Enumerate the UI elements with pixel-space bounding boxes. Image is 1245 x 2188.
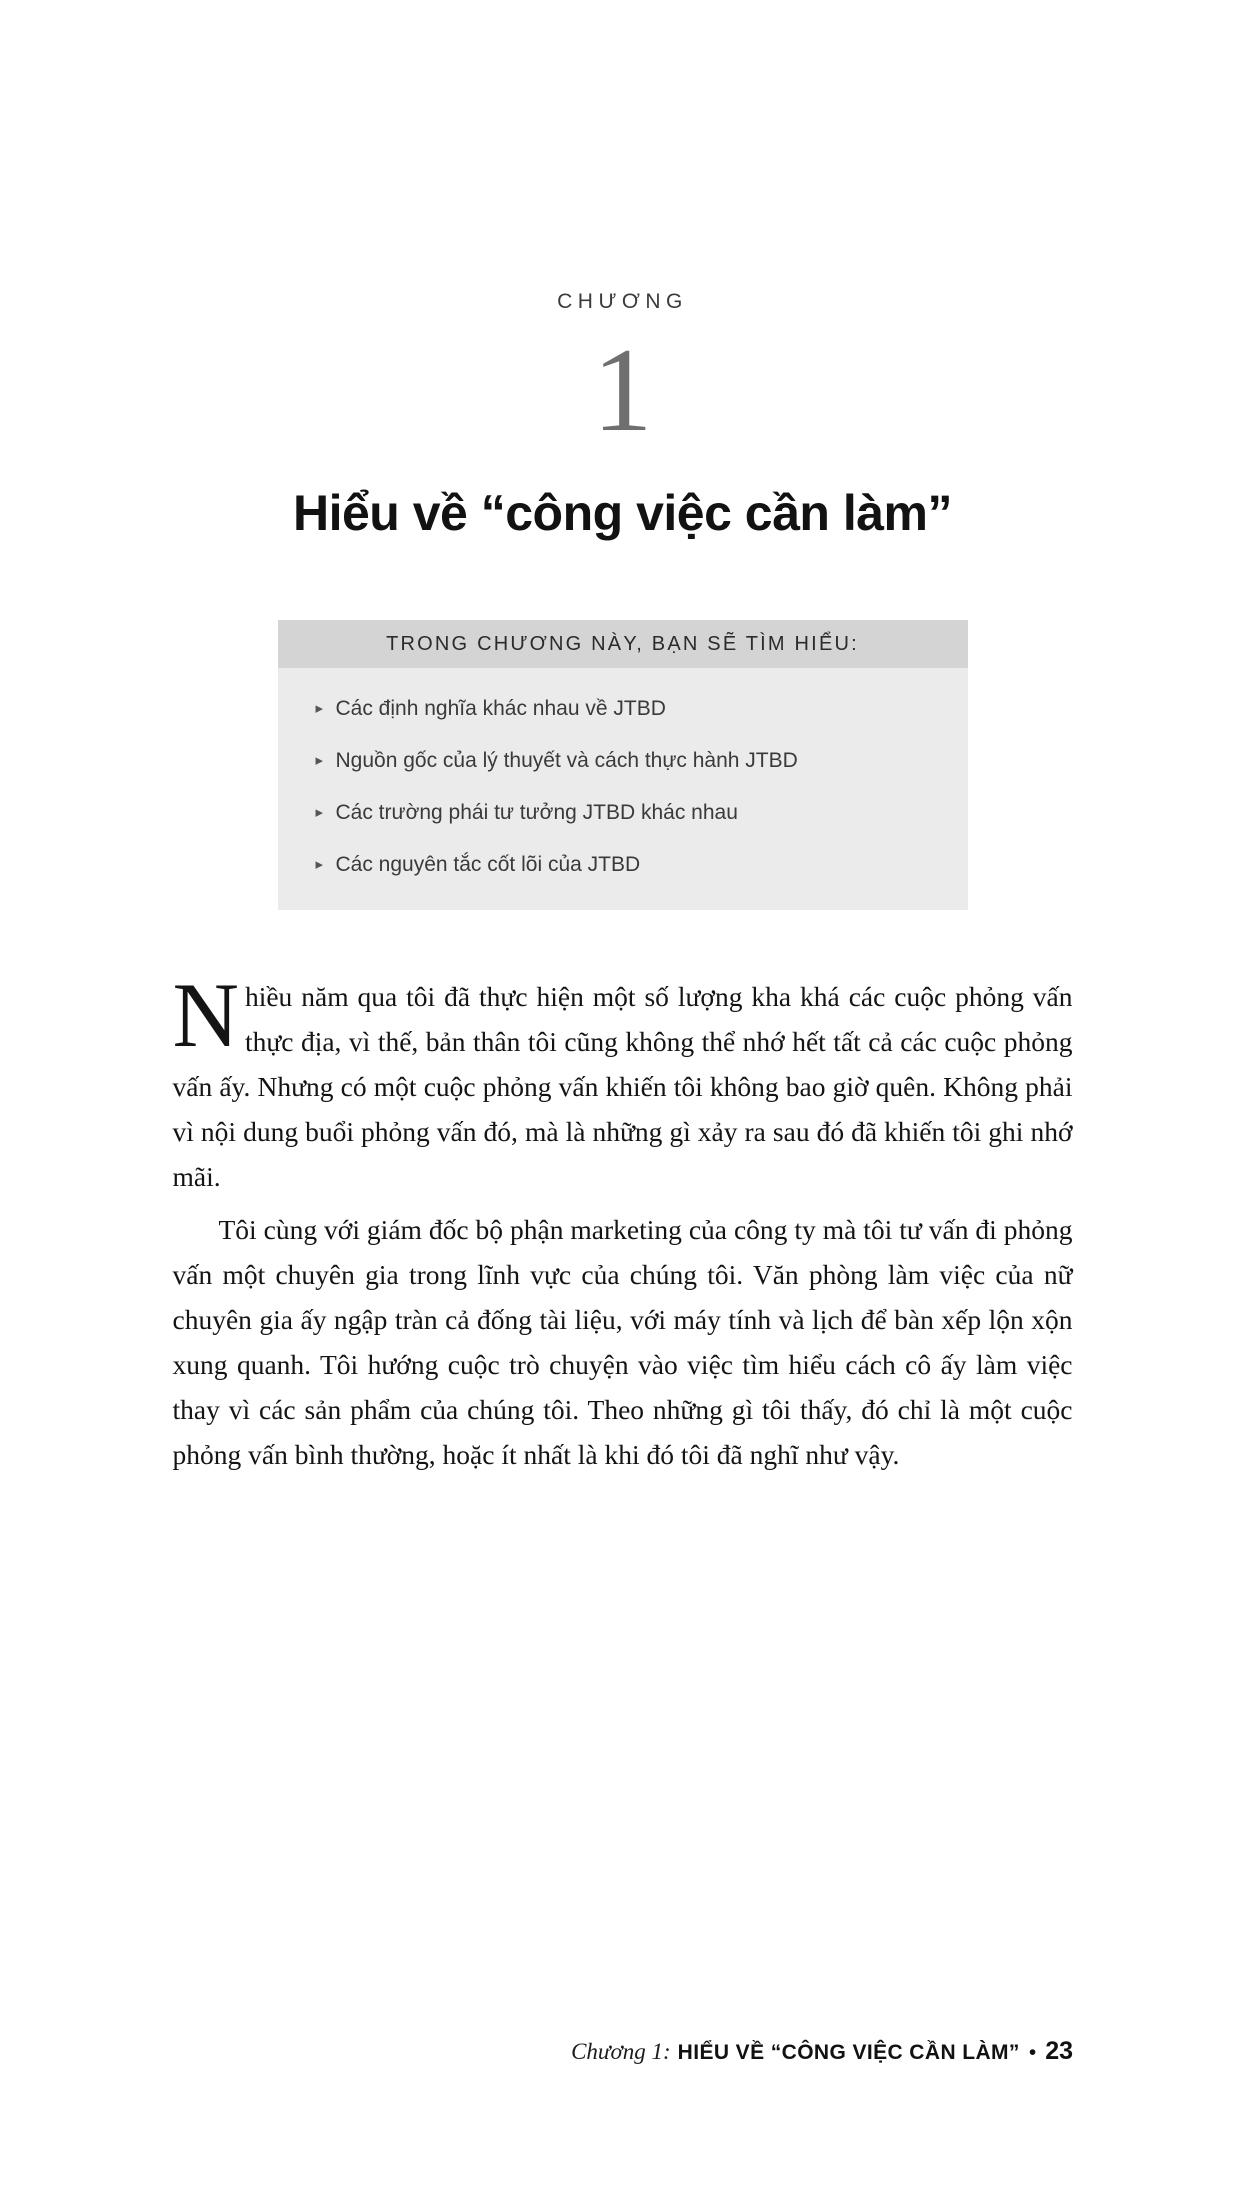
drop-cap: N (172, 964, 239, 1066)
list-item-label: Các trường phái tư tưởng JTBD khác nhau (335, 801, 738, 824)
paragraph-1 (172, 964, 1073, 1199)
page-title: Hiểu về “công việc cần làm” (293, 485, 952, 541)
chapter-eyebrow: CHƯƠNG (557, 290, 688, 313)
footer-chapter-title: HIỂU VỀ “CÔNG VIỆC CẦN LÀM” (677, 2041, 1020, 2064)
list-item-label: Các nguyên tắc cốt lõi của JTBD (335, 853, 641, 876)
paragraph-1-text: hiều năm qua tôi đã thực hiện một số lượng kha khá các cuộc phỏng vấn thực địa, vì thế, bản thân tôi cũng không thể nhớ hết tất cả các cuộc phỏng vấn ấy. Nhưng có một cuộc phỏng vấn khiến tôi không bao giờ quên. Không phải vì nội dung buổi phỏng vấn đó, mà là những gì xảy ra sau đó đã khiến tôi ghi nhớ mãi. (172, 981, 1073, 1192)
page-number: 23 (1045, 2037, 1073, 2065)
bullet-arrow-icon: ▸ (315, 753, 324, 769)
bullet-arrow-icon: ▸ (315, 857, 324, 873)
callout-header-label: TRONG CHƯƠNG NÀY, BẠN SẼ TÌM HIỂU: (386, 632, 859, 655)
list-item-label: Nguồn gốc của lý thuyết và cách thực hành JTBD (335, 749, 798, 772)
footer-inner (571, 2037, 1073, 2066)
footer-chapter-label: Chương 1: (571, 2039, 671, 2064)
bullet-arrow-icon: ▸ (315, 805, 324, 821)
list-item (278, 746, 968, 776)
list-item-label: Các định nghĩa khác nhau về JTBD (335, 697, 666, 720)
list-item (278, 694, 968, 724)
document-page (0, 290, 1245, 2188)
callout-list (278, 668, 968, 910)
list-item (278, 798, 968, 828)
chapter-overview-callout (278, 620, 968, 910)
callout-header (278, 620, 968, 668)
chapter-number: 1 (592, 323, 653, 456)
footer-separator: • (1028, 2041, 1037, 2064)
bullet-arrow-icon: ▸ (315, 701, 324, 717)
paragraph-2: Tôi cùng với giám đốc bộ phận marketing của công ty mà tôi tư vấn đi phỏng vấn một chuyên gia trong lĩnh vực của chúng tôi. Văn phòng làm việc của nữ chuyên gia ấy ngập tràn cả đống tài liệu, với máy tính và lịch để bàn xếp lộn xộn xung quanh. Tôi hướng cuộc trò chuyện vào việc tìm hiểu cách cô ấy làm việc thay vì các sản phẩm của chúng tôi. Theo những gì tôi thấy, đó chỉ là một cuộc phỏng vấn bình thường, hoặc ít nhất là khi đó tôi đã nghĩ như vậy. (172, 1214, 1073, 1470)
list-item (278, 850, 968, 880)
page-footer (0, 2037, 1245, 2066)
body-text (173, 910, 1073, 1477)
